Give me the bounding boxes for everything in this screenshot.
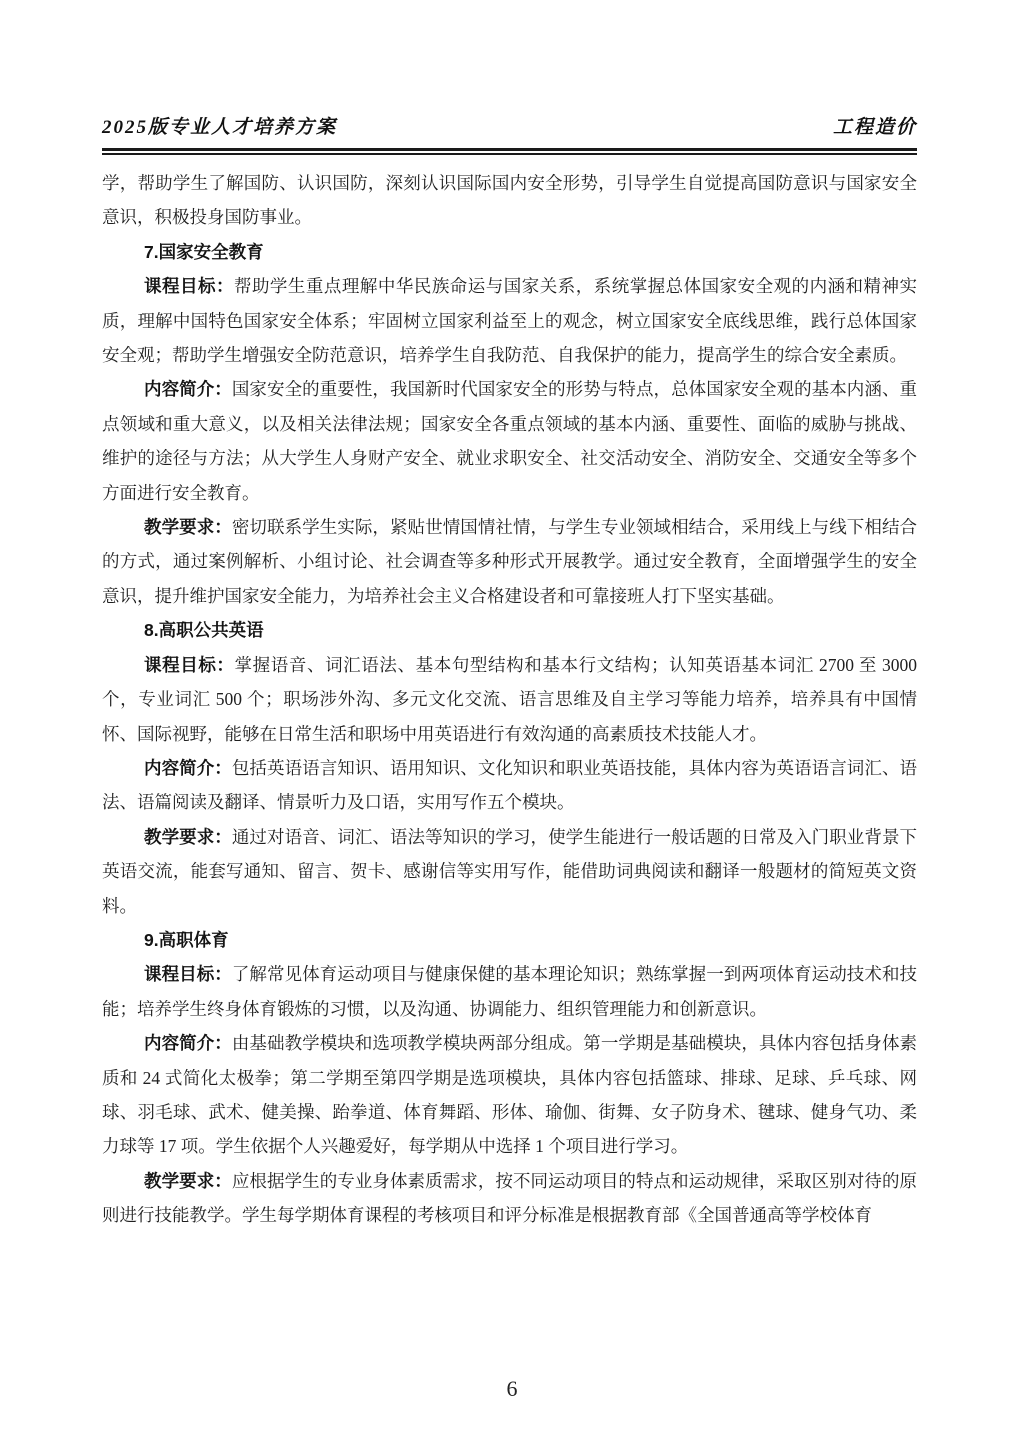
paragraph-label: 课程目标： [144,654,235,675]
course-paragraph [102,1164,917,1233]
course-sections [102,235,917,1233]
paragraph-label: 教学要求： [144,826,232,847]
paragraph-label: 教学要求： [144,517,232,538]
course-paragraph [102,1026,917,1164]
paragraph-label: 课程目标： [144,964,232,985]
course-paragraph [102,269,917,372]
course-paragraph [102,510,917,613]
course-paragraph [102,648,917,751]
header-left-title: 2025版专业人才培养方案 [102,117,338,138]
paragraph-text: 由基础教学模块和选项教学模块两部分组成。第一学期是基础模块，具体内容包括身体素质和 24 式简化太极拳；第二学期至第四学期是选项模块，具体内容包括篮球、排球、足球、乒乓球、网球、羽毛球、武术、健美操、跆拳道、体育舞蹈、形体、瑜伽、街舞、女子防身术、毽球、健身气功、柔力球等 17 项。学生依据个人兴趣爱好，每学期从中选择 1 个项目进行学习。 [102,1033,918,1157]
paragraph-label: 教学要求： [144,1170,232,1191]
course-paragraph [102,957,917,1026]
paragraph-text: 帮助学生重点理解中华民族命运与国家关系，系统掌握总体国家安全观的内涵和精神实质，理解中国特色国家安全体系；牢固树立国家利益至上的观念，树立国家安全底线思维，践行总体国家安全观；帮助学生增强安全防范意识，培养学生自我防范、自我保护的能力，提高学生的综合安全素质。 [102,276,918,366]
section-heading: 8.高职公共英语 [144,620,264,641]
paragraph-continuation: 学，帮助学生了解国防、认识国防，深刻认识国际国内安全形势，引导学生自觉提高国防意识与国家安全意识，积极投身国防事业。 [102,173,917,228]
paragraph-label: 内容简介： [144,757,232,778]
section-heading: 9.高职体育 [144,929,229,950]
page-header [102,0,917,142]
page-number: 6 [506,1376,518,1401]
section-heading: 7.国家安全教育 [144,241,264,262]
header-right-title: 工程造价 [832,117,917,138]
paragraph-text: 掌握语音、词汇语法、基本句型结构和基本行文结构；认知英语基本词汇 2700 至 3000 个，专业词汇 500 个；职场涉外沟、多元文化交流、语言思维及自主学习等能力培养，培养具有中国情怀、国际视野，能够在日常生活和职场中用英语进行有效沟通的高素质技术技能人才。 [102,654,918,744]
course-paragraph [102,820,917,923]
paragraph-text: 密切联系学生实际，紧贴世情国情社情，与学生专业领域相结合，采用线上与线下相结合的方式，通过案例解析、小组讨论、社会调查等多种形式开展教学。通过安全教育，全面增强学生的安全意识，提升维护国家安全能力，为培养社会主义合格建设者和可靠接班人打下坚实基础。 [102,517,918,606]
course-paragraph [102,372,917,510]
paragraph-label: 内容简介： [144,379,232,400]
paragraph-text: 了解常见体育运动项目与健康保健的基本理论知识；熟练掌握一到两项体育运动技术和技能；培养学生终身体育锻炼的习惯，以及沟通、协调能力、组织管理能力和创新意识。 [102,964,918,1019]
course-section [102,613,917,923]
paragraph-text: 国家安全的重要性，我国新时代国家安全的形势与特点，总体国家安全观的基本内涵、重点领域和重大意义，以及相关法律法规；国家安全各重点领域的基本内涵、重要性、面临的威胁与挑战、维护的途径与方法；从大学生人身财产安全、就业求职安全、社交活动安全、消防安全、交通安全等多个方面进行安全教育。 [102,379,918,503]
paragraph-text: 应根据学生的专业身体素质需求，按不同运动项目的特点和运动规律，采取区别对待的原则进行技能教学。学生每学期体育课程的考核项目和评分标准是根据教育部《全国普通高等学校体育 [102,1170,918,1226]
paragraph-label: 课程目标： [144,276,234,297]
course-section [102,235,917,613]
paragraph-text: 包括英语语言知识、语用知识、文化知识和职业英语技能，具体内容为英语语言词汇、语法、语篇阅读及翻译、情景听力及口语，实用写作五个模块。 [102,757,918,813]
paragraph-label: 内容简介： [144,1033,232,1054]
document-body [102,166,917,1233]
course-section [102,923,917,1233]
course-paragraph [102,751,917,820]
paragraph-text: 通过对语音、词汇、语法等知识的学习，使学生能进行一般话题的日常及入门职业背景下英语交流，能套写通知、留言、贺卡、感谢信等实用写作，能借助词典阅读和翻译一般题材的简短英文资料。 [102,826,918,916]
header-double-rule [102,148,917,155]
page-footer [0,1374,1024,1404]
